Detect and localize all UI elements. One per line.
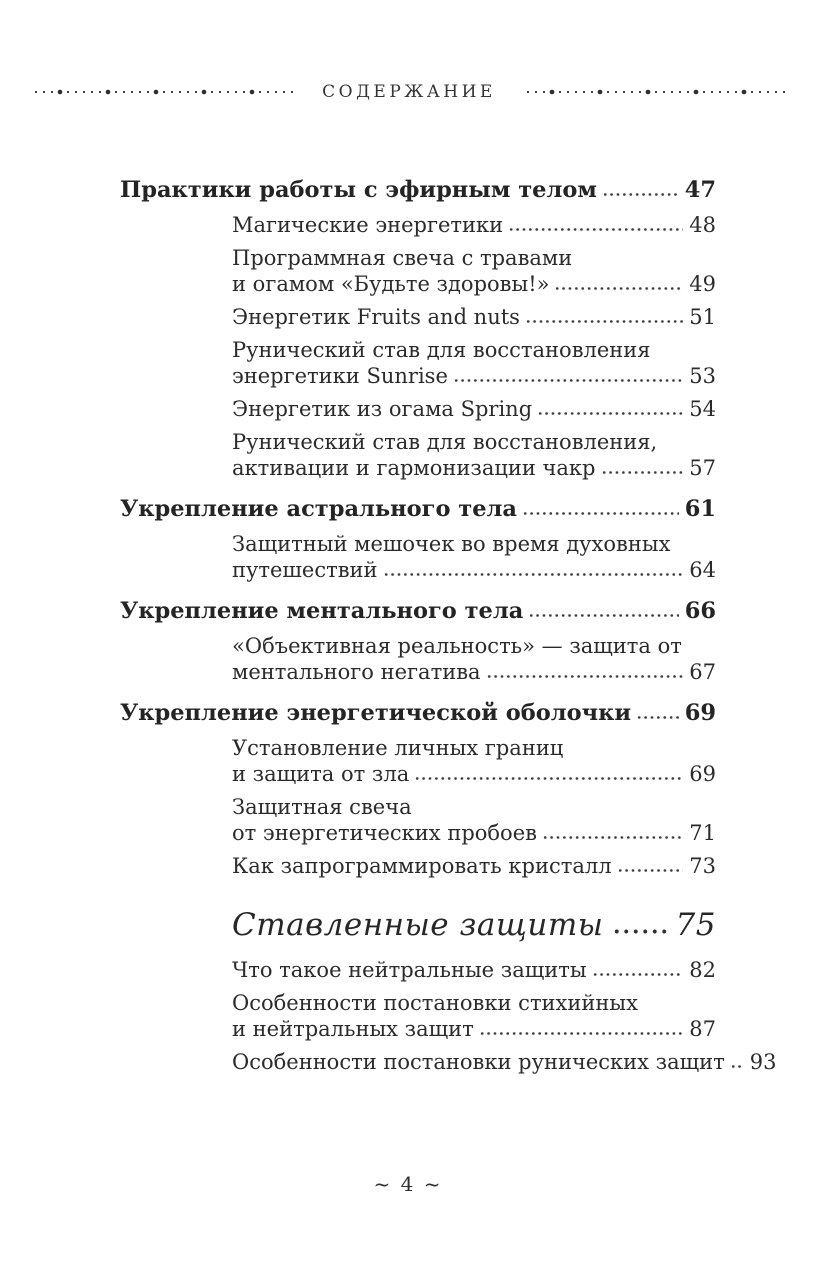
page-number-footer: ~ 4 ~ <box>373 1172 443 1196</box>
toc-page-number: 82 <box>689 958 716 982</box>
toc-page-number: 66 <box>684 598 716 624</box>
toc-entry-line <box>232 990 716 1016</box>
toc-entry-line <box>232 337 716 363</box>
toc-entry-text: Особенности постановки рунических защит <box>232 1050 725 1074</box>
dot-leader <box>602 192 679 198</box>
toc-page-number: 64 <box>689 558 716 582</box>
toc-entry-line <box>232 396 716 422</box>
toc-entry <box>232 1049 777 1075</box>
toc-entry-text: путешествий <box>232 558 378 582</box>
toc-page-number: 75 <box>675 907 716 943</box>
toc-entry <box>232 429 716 481</box>
toc-entry-line <box>232 820 716 846</box>
toc-entry-line <box>232 633 716 659</box>
toc-entry <box>232 990 716 1042</box>
dot-leader <box>617 868 684 874</box>
toc-entry-text: и огамом «Будьте здоровы!» <box>232 272 550 296</box>
toc-entry-line <box>232 245 716 271</box>
toc-entry-text: Что такое нейтральные защиты <box>232 958 587 982</box>
toc-entry-line <box>120 176 716 205</box>
toc-entry-text: и нейтральных защит <box>232 1017 474 1041</box>
toc-entry-line <box>232 271 716 297</box>
toc-entry <box>232 337 716 389</box>
toc-entry-line <box>232 957 716 983</box>
toc-entry <box>232 794 716 846</box>
toc-entry-line <box>120 699 716 728</box>
toc-entry-line <box>232 212 716 238</box>
book-page <box>0 80 816 1280</box>
toc-entry <box>232 212 716 238</box>
toc-page-number: 49 <box>689 272 716 296</box>
dot-leader <box>528 613 678 619</box>
dot-leader <box>479 1031 683 1037</box>
toc-page-number: 48 <box>689 213 716 237</box>
toc-entry-text: Укрепление ментального тела <box>120 598 524 624</box>
toc-entry-text: Энергетик из огама Spring <box>232 397 533 421</box>
toc-entry-line <box>232 363 716 389</box>
toc-entry-line <box>232 794 716 820</box>
toc-page-number: 71 <box>689 821 716 845</box>
dot-leader <box>522 511 679 517</box>
toc-page-number: 67 <box>689 660 716 684</box>
toc-entry <box>120 597 716 626</box>
dot-leader <box>453 378 683 384</box>
toc-entry-line <box>232 1016 716 1042</box>
dot-leader <box>414 776 683 782</box>
toc-page-number: 53 <box>689 364 716 388</box>
toc-page-number: 57 <box>689 456 716 480</box>
toc-entry <box>232 531 716 583</box>
toc-entry-line <box>232 853 716 879</box>
toc-entry <box>232 304 716 330</box>
dot-leader <box>601 470 684 476</box>
toc-entry-line <box>232 557 716 583</box>
toc-entry <box>120 699 716 728</box>
toc-entry <box>120 495 716 524</box>
toc-entry-text: Установление личных границ <box>232 736 564 760</box>
toc-entry-text: Как запрограммировать кристалл <box>232 854 612 878</box>
toc-entry-line <box>232 455 716 481</box>
toc-page-number: 93 <box>749 1050 777 1074</box>
toc-entry-text: Защитный мешочек во время духовных <box>232 532 671 556</box>
dot-leader <box>537 411 683 417</box>
toc-page-number: 87 <box>689 1017 716 1041</box>
dot-leader <box>542 835 683 841</box>
toc-entry-line <box>232 304 716 330</box>
toc-entry-line <box>120 597 716 626</box>
toc-page-number: 73 <box>689 854 716 878</box>
toc-entry <box>232 735 716 787</box>
toc-entry <box>232 396 716 422</box>
toc-page-number: 51 <box>689 305 716 329</box>
toc-entry-text: Программная свеча с травами <box>232 246 573 270</box>
dot-leader <box>592 972 684 978</box>
toc-entry-text: Практики работы с эфирным телом <box>120 177 597 203</box>
contents-header <box>0 80 816 104</box>
toc-entry-line <box>232 659 716 685</box>
toc-entry-line <box>232 531 716 557</box>
toc-list <box>0 104 816 1075</box>
decorative-dotted-line-left <box>30 86 296 98</box>
toc-page-number: 69 <box>689 762 716 786</box>
toc-entry-line <box>232 903 716 947</box>
toc-entry <box>232 957 716 983</box>
toc-page-number: 54 <box>689 397 716 421</box>
toc-entry-line <box>232 761 716 787</box>
toc-entry <box>232 853 716 879</box>
dot-leader <box>612 928 669 935</box>
dot-leader <box>525 319 683 325</box>
toc-entry-line <box>232 429 716 455</box>
dot-leader <box>636 715 679 721</box>
toc-entry <box>232 633 716 685</box>
toc-entry-line <box>120 495 716 524</box>
toc-entry-text: Укрепление астрального тела <box>120 496 517 522</box>
dot-leader <box>554 286 683 292</box>
toc-entry-text: Ставленные защиты <box>232 907 604 943</box>
toc-entry-text: Укрепление энергетической оболочки <box>120 700 632 726</box>
toc-entry-text: энергетики Sunrise <box>232 364 448 388</box>
toc-entry-text: Особенности постановки стихийных <box>232 991 638 1015</box>
toc-entry <box>232 245 716 297</box>
toc-entry-text: Рунический став для восстановления <box>232 338 651 362</box>
dot-leader <box>383 572 684 578</box>
toc-entry <box>232 903 716 947</box>
toc-page-number: 47 <box>684 177 716 203</box>
toc-entry-text: Рунический став для восстановления, <box>232 430 658 454</box>
toc-entry-text: «Объективная реальность» — защита от <box>232 634 682 658</box>
dot-leader <box>486 674 684 680</box>
contents-title: СОДЕРЖАНИЕ <box>322 82 496 102</box>
toc-entry-text: Защитная свеча <box>232 795 412 819</box>
dot-leader <box>508 227 683 233</box>
toc-entry-text: Энергетик Fruits and nuts <box>232 305 520 329</box>
toc-entry-text: ментального негатива <box>232 660 481 684</box>
decorative-dotted-line-right <box>522 86 788 98</box>
toc-page-number: 69 <box>684 700 716 726</box>
toc-entry-text: активации и гармонизации чакр <box>232 456 596 480</box>
toc-entry-line <box>232 735 716 761</box>
toc-entry-line <box>232 1049 777 1075</box>
toc-page-number: 61 <box>684 496 716 522</box>
toc-entry-text: и защита от зла <box>232 762 410 786</box>
dot-leader <box>730 1064 744 1070</box>
toc-entry <box>120 176 716 205</box>
toc-entry-text: от энергетических пробоев <box>232 821 537 845</box>
toc-entry-text: Магические энергетики <box>232 213 504 237</box>
